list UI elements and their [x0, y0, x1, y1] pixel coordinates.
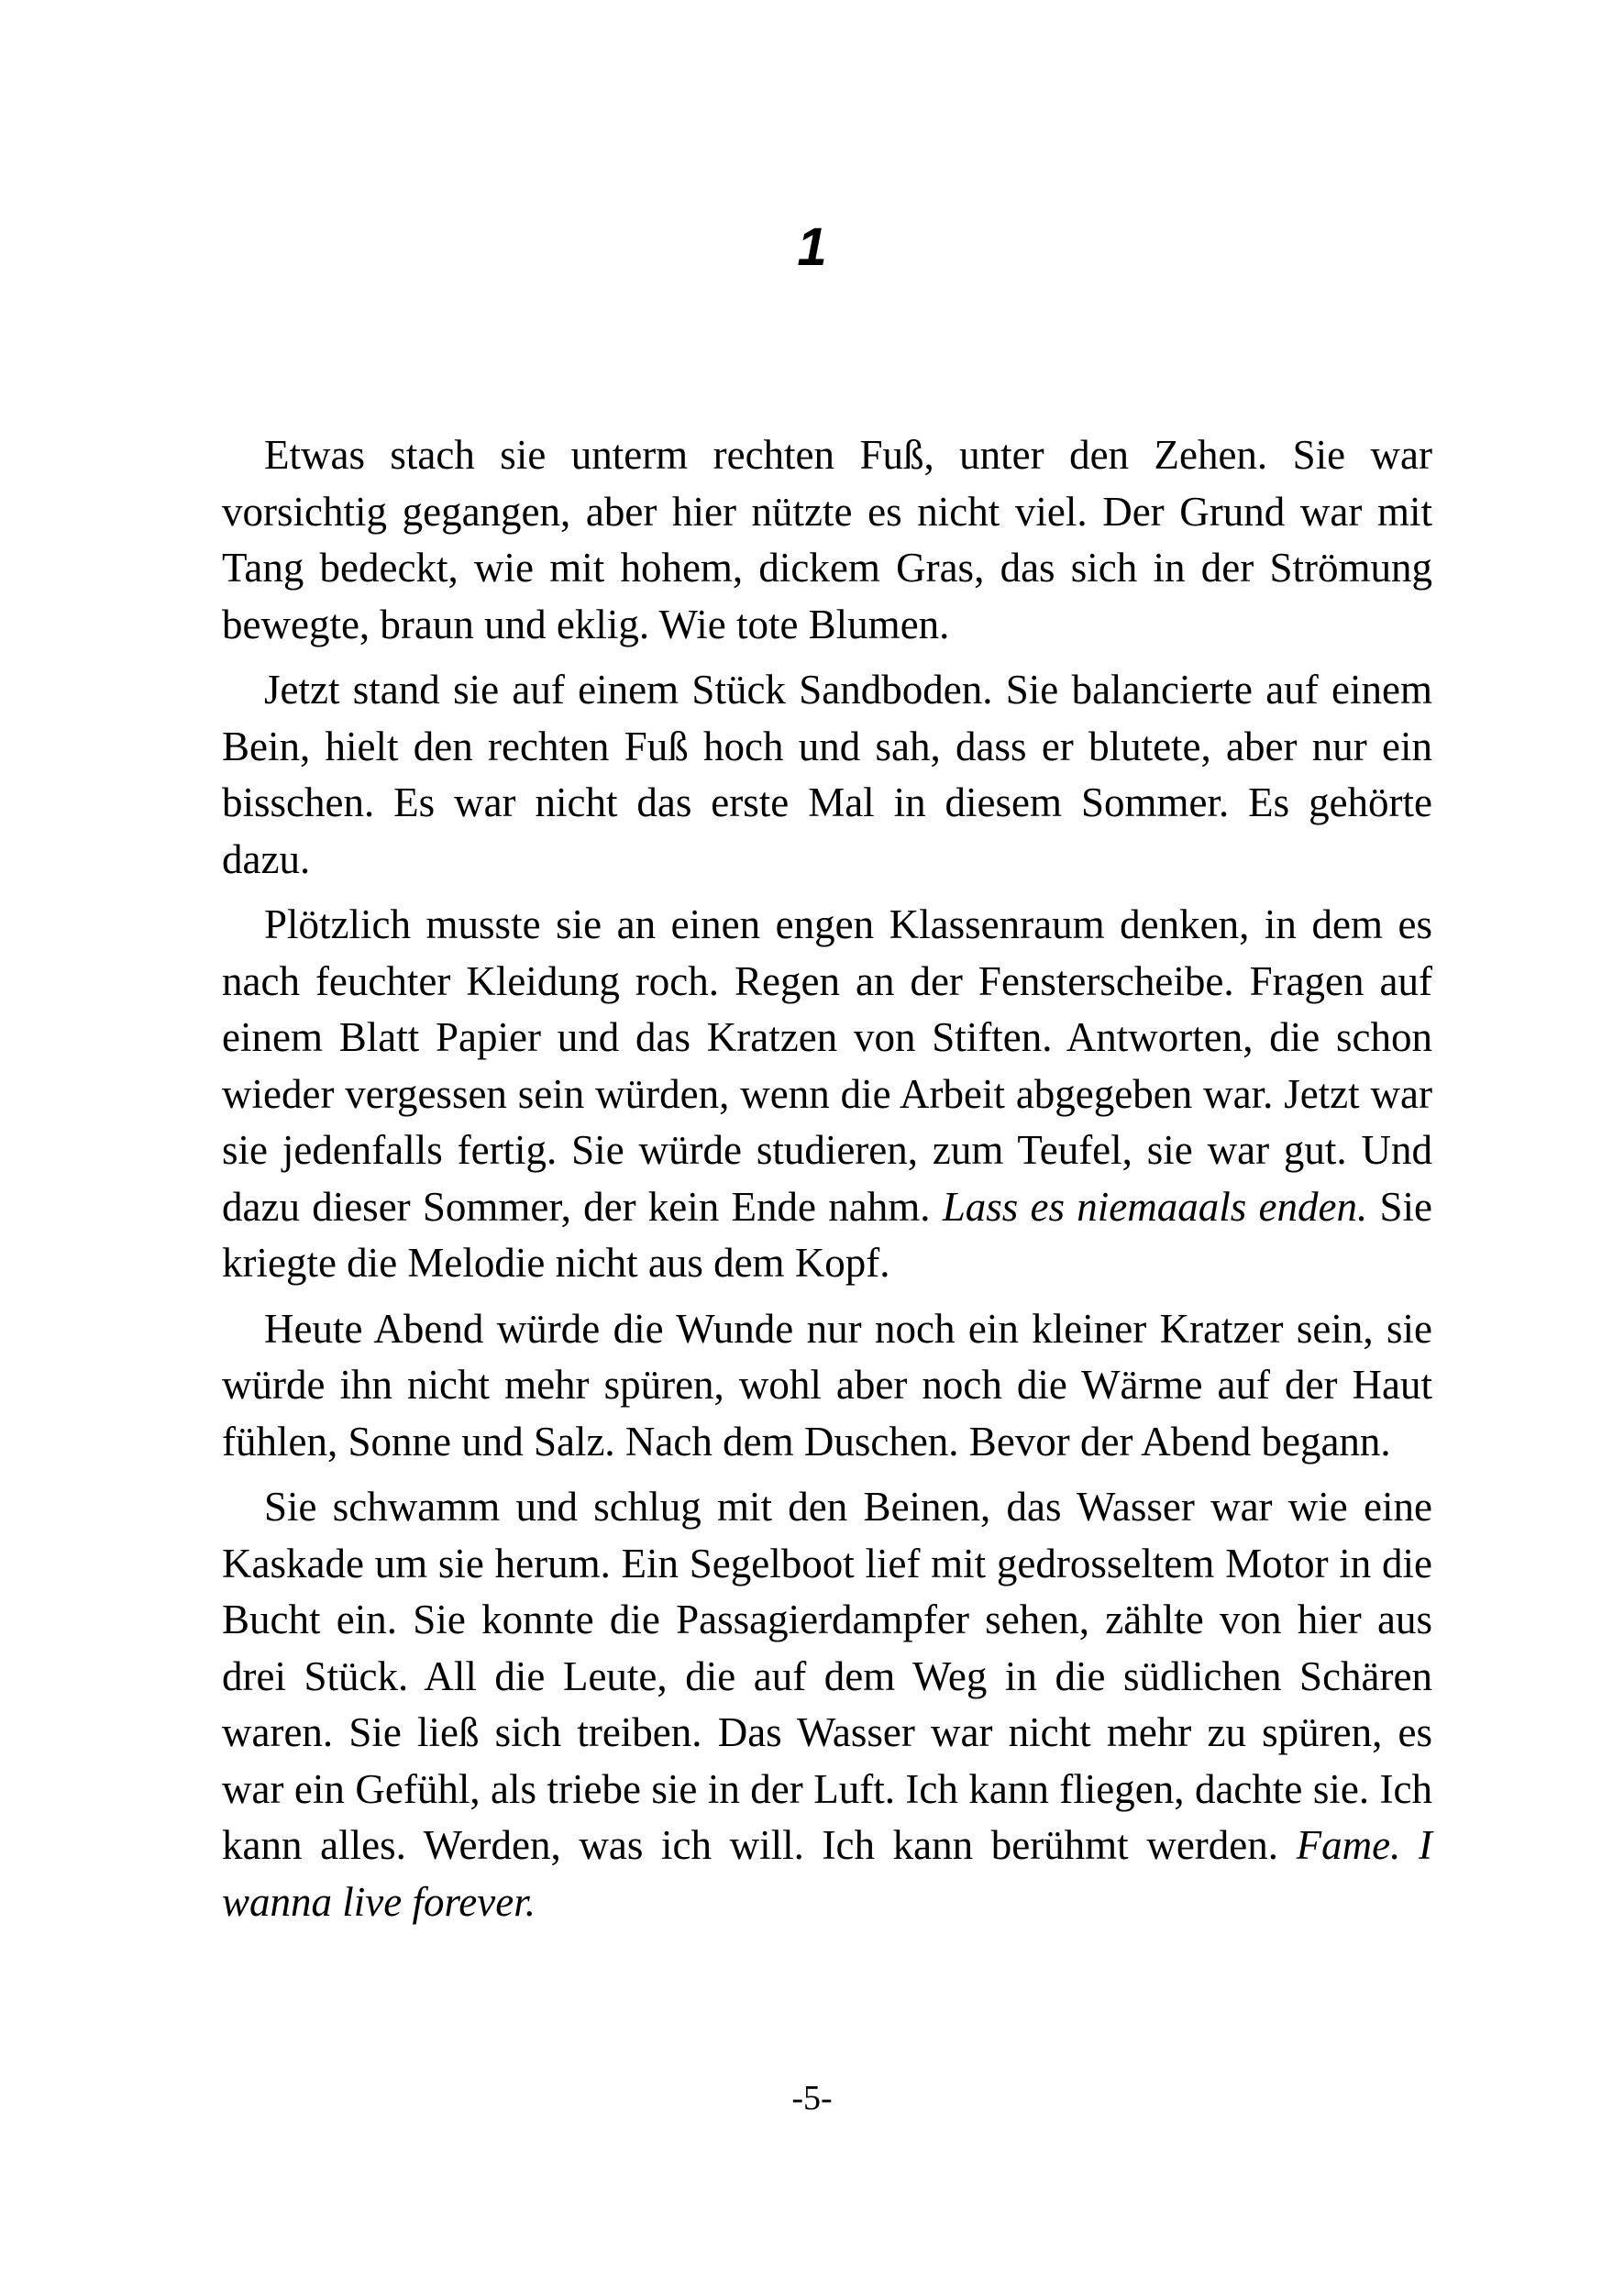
paragraph	[222, 662, 1432, 888]
page-number: -5-	[791, 2079, 833, 2117]
paragraph-text: Plötzlich musste sie an einen engen Klassenraum denken, in dem es nach feuchter Kleidung roch. Regen an der Fensterscheibe. Fragen auf einem Blatt Papier und das Kratzen von Stiften. Antworten, die schon wieder vergessen sein würden, wenn die Arbeit abgegeben war. Jetzt war sie jedenfalls fertig. Sie würde studieren, zum Teufel, sie war gut. Und dazu dieser Sommer, der kein Ende nahm.	[222, 901, 1432, 1230]
body-text	[222, 427, 1432, 1930]
chapter-number: 1	[797, 217, 827, 277]
paragraph	[222, 1301, 1432, 1471]
paragraph-text: Sie kriegte die Melodie nicht aus dem Kopf.	[222, 1183, 1432, 1286]
paragraph	[222, 897, 1432, 1292]
paragraph-text: Jetzt stand sie auf einem Stück Sandboden. Sie balancierte auf einem Bein, hielt den rechten Fuß hoch und sah, dass er blutete, aber nur ein bisschen. Es war nicht das erste Mal in diesem Sommer. Es gehörte dazu.	[222, 667, 1432, 882]
italic-song-lyric: Fame. I wanna live forever.	[222, 1822, 1432, 1925]
italic-song-lyric: Lass es niemaaals enden.	[942, 1183, 1368, 1230]
paragraph-text: Heute Abend würde die Wunde nur noch ein kleiner Kratzer sein, sie würde ihn nicht mehr spüren, wohl aber noch die Wärme auf der Haut fühlen, Sonne und Salz. Nach dem Duschen. Bevor der Abend begann.	[222, 1305, 1432, 1465]
paragraph	[222, 1479, 1432, 1930]
paragraph-text: Sie schwamm und schlug mit den Beinen, das Wasser war wie eine Kaskade um sie herum. Ein Segelboot lief mit gedrosseltem Motor in die Bucht ein. Sie konnte die Passagierdampfer sehen, zählte von hier aus drei Stück. All die Leute, die auf dem Weg in die südlichen Schären waren. Sie ließ sich treiben. Das Wasser war nicht mehr zu spüren, es war ein Gefühl, als triebe sie in der Luft. Ich kann fliegen, dachte sie. Ich kann alles. Werden, was ich will. Ich kann berühmt werden.	[222, 1484, 1432, 1868]
paragraph-text: Etwas stach sie unterm rechten Fuß, unter den Zehen. Sie war vorsichtig gegangen, aber hier nützte es nicht viel. Der Grund war mit Tang bedeckt, wie mit hohem, dickem Gras, das sich in der Strömung bewegte, braun und eklig. Wie tote Blumen.	[222, 432, 1432, 647]
paragraph	[222, 427, 1432, 653]
